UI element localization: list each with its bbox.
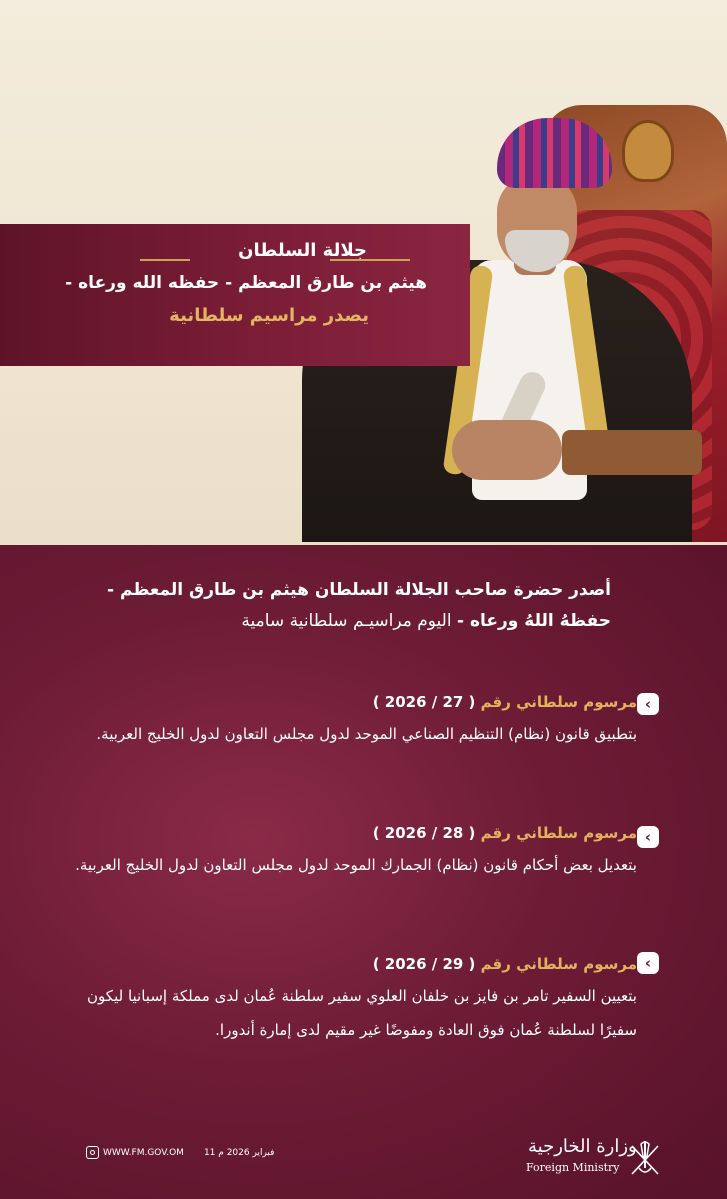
decree-2-title (47, 820, 637, 846)
decree-1-title (47, 689, 637, 715)
banner-line3: يصدر مراسيم سلطانية (169, 305, 369, 326)
banner-line2: هيثم بن طارق المعظم - حفظه الله ورعاه - (65, 273, 427, 293)
decree-2-number: ( 28 / 2026 ) (372, 824, 476, 842)
decree-1-body: بتطبيق قانون (نظام) التنظيم الصناعي الموحد لدول مجلس التعاون لدول الخليج العربية. (96, 725, 637, 743)
decree-2-body: بتعديل بعض أحكام قانون (نظام) الجمارك الموحد لدول مجلس التعاون لدول الخليج العربية. (75, 856, 637, 874)
website-link[interactable] (86, 1146, 184, 1159)
intro-line2-rest: اليوم مراسيـم سلطانية سامية (241, 611, 457, 631)
decree-1-number: ( 27 / 2026 ) (372, 693, 476, 711)
decree-3-body: بتعيين السفير تامر بن فايز بن خلفان العلوي سفير سلطنة عُمان لدى مملكة إسبانيا ليكون سفيرًا لسلطنة عُمان فوق العادة ومفوضًا غير مقيم لدى إمارة أندورا. (87, 987, 637, 1039)
intro-line1: أصدر حضرة صاحب الجلالة السلطان هيثم بن طارق المعظم - (107, 580, 611, 600)
logo-arabic: وزارة الخارجية (528, 1136, 637, 1157)
hands (452, 420, 562, 480)
footer-date: 11 فبراير 2026 م (203, 1147, 275, 1158)
decree-3-number: ( 29 / 2026 ) (372, 955, 476, 973)
intro-text (51, 575, 611, 637)
chair-emblem-icon (622, 120, 674, 182)
chair-arm-right (562, 430, 702, 475)
decree-2 (47, 820, 637, 882)
decree-2-chevron-left-icon: ‹ (637, 826, 659, 848)
instagram-icon (86, 1146, 99, 1159)
foreign-ministry-logo (522, 1136, 692, 1180)
decree-3-prefix: مرسوم سلطاني رقم (480, 955, 637, 973)
decree-3-chevron-left-icon: ‹ (637, 952, 659, 974)
banner-line1: جلالة السلطان (238, 240, 367, 261)
banner-text (27, 236, 427, 332)
logo-english: Foreign Ministry (526, 1161, 620, 1174)
decree-3 (47, 951, 637, 1047)
decree-1 (47, 689, 637, 751)
intro-line2-bold: حفظهُ اللهُ ورعاه - (456, 611, 611, 631)
decree-2-prefix: مرسوم سلطاني رقم (480, 824, 637, 842)
decree-1-chevron-left-icon: ‹ (637, 693, 659, 715)
decree-3-title (47, 951, 637, 977)
footer-info (86, 1146, 274, 1159)
decree-1-prefix: مرسوم سلطاني رقم (480, 693, 637, 711)
oman-khanjar-emblem-icon (628, 1138, 662, 1178)
website-text: WWW.FM.GOV.OM (103, 1148, 184, 1158)
intro-line2 (51, 606, 611, 637)
